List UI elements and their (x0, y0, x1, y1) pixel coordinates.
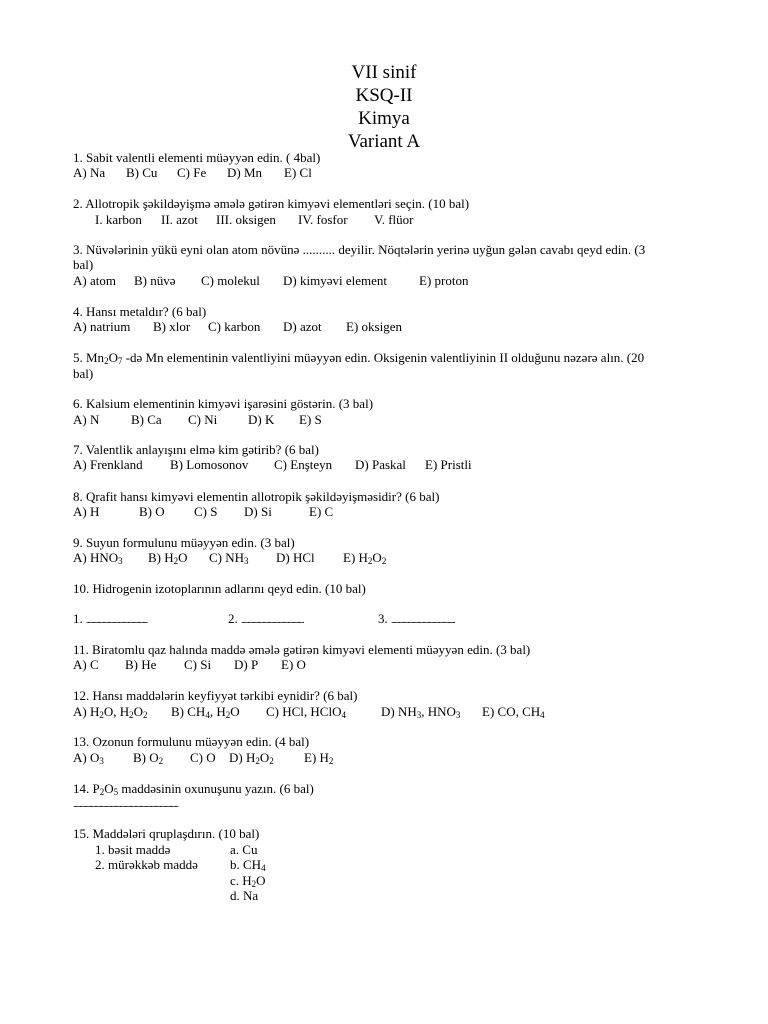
question-8-options (73, 504, 333, 520)
option: A) H (73, 504, 100, 519)
option: B) Cu (126, 165, 158, 180)
question-9-options (73, 550, 386, 566)
answer-blank-1[interactable]: 1. ................................................. (73, 611, 148, 626)
question-10: 10. Hidrogenin izotoplarının adlarını qeyd edin. (10 bal) (73, 581, 366, 596)
group-left-1: 1. bəsit maddə (95, 842, 171, 857)
option: B) Lomosonov (170, 457, 249, 472)
subject-title: Kimya (358, 108, 410, 129)
option: B) $H_2O$ (148, 550, 188, 566)
group-left-2: 2. mürəkkəb maddə (95, 857, 198, 872)
option: B) $CH_4$, $H_2O$ (171, 704, 240, 720)
question-15: 15. Maddələri qruplaşdırın. (10 bal) (73, 826, 260, 841)
question-4: 4. Hansı metaldır? (6 bal) (73, 304, 207, 319)
question-5-cont: bal) (73, 366, 94, 381)
option: A) $H_2O$, $H_2O_2$ (73, 704, 148, 720)
question-12-options (73, 704, 545, 720)
option: C) $NH_3$ (209, 550, 249, 566)
question-12: 12. Hansı maddələrin keyfiyyət tərkibi eynidir? (6 bal) (73, 688, 358, 703)
group-right-c: c. $H_2O$ (230, 873, 266, 889)
option: E) Cl (284, 165, 312, 180)
group-right-a: a. Cu (230, 842, 258, 857)
option: D) Paskal (355, 457, 406, 472)
answer-line-14[interactable]: .................................................................................... (73, 799, 178, 809)
option: D) Si (244, 504, 272, 519)
option: A) Na (73, 165, 106, 180)
option: E) Pristli (425, 457, 472, 472)
option: E) $H_2O_2$ (343, 550, 387, 566)
question-13-options (73, 750, 333, 766)
option: E) C (309, 504, 334, 519)
answer-blank-2[interactable]: 2. .................................................. (228, 611, 304, 626)
option: A) natrium (73, 319, 131, 334)
option: B) xlor (153, 319, 191, 334)
question-1-options (73, 165, 312, 181)
option: C) Si (184, 657, 212, 672)
question-6-options (73, 412, 322, 428)
option: V. flüor (374, 212, 414, 227)
question-10-blanks (73, 611, 455, 628)
option: C) HCl, HClO$_4$ (266, 704, 346, 720)
group-right-b: b. $CH_4$ (230, 857, 266, 873)
option: E) CO, $CH_4$ (482, 704, 545, 720)
question-2-options (95, 212, 413, 228)
option: B) O (139, 504, 165, 519)
question-3: 3. Nüvələrinin yükü eyni olan atom növünə .......... deyilir. Nöqtələrin yerinə uyğun gələn cavabı qeyd edin. (3 (73, 242, 646, 257)
question-5: 5. $Mn_2O_7$ -də Mn elementinin valentliyini müəyyən edin. Oksigenin valentliyinin II olduğunu nəzərə alın. (20 (73, 350, 645, 366)
option: C) Enşteyn (274, 457, 333, 472)
question-7-options (73, 457, 472, 473)
option: A) atom (73, 273, 116, 288)
option: D) K (248, 412, 275, 427)
option: D) Mn (227, 165, 263, 180)
option: E) $H_2$ (304, 750, 334, 766)
option: B) He (125, 657, 157, 672)
question-9: 9. Suyun formulunu müəyyən edin. (3 bal) (73, 535, 295, 550)
question-14: 14. $P_2O_5$ maddəsinin oxunuşunu yazın. (6 bal) (73, 781, 314, 797)
option: I. karbon (95, 212, 142, 227)
option: A) $O_3$ (73, 750, 104, 766)
answer-blank-3[interactable]: 3. ................................................... (378, 611, 455, 626)
option: C) Ni (188, 412, 218, 427)
option: D) kimyəvi element (283, 273, 387, 288)
option: B) nüvə (134, 273, 176, 288)
option: C) Fe (177, 165, 207, 180)
option: D) $H_2O_2$ (229, 750, 274, 766)
group-right-d: d. Na (230, 888, 259, 903)
question-2: 2. Allotropik şəkildəyişmə əmələ gətirən kimyəvi elementləri seçin. (10 bal) (73, 196, 470, 211)
option: A) $HNO_3$ (73, 550, 123, 566)
option: C) O (190, 750, 216, 765)
option: D) $NH_3$, $HNO_3$ (381, 704, 461, 720)
question-3-cont: bal) (73, 257, 94, 272)
option: E) S (299, 412, 322, 427)
test-title: KSQ-II (355, 85, 413, 106)
option: C) karbon (208, 319, 261, 334)
option: E) oksigen (346, 319, 402, 334)
option: II. azot (161, 212, 198, 227)
option: A) N (73, 412, 100, 427)
question-1: 1. Sabit valentli elementi müəyyən edin. ( 4bal) (73, 150, 321, 165)
option: D) azot (283, 319, 322, 334)
question-11-options (73, 657, 306, 673)
option: E) proton (419, 273, 469, 288)
option: A) Frenkland (73, 457, 143, 472)
option: E) O (281, 657, 306, 672)
option: IV. fosfor (298, 212, 348, 227)
question-4-options (73, 319, 402, 335)
question-8: 8. Qrafit hansı kimyəvi elementin allotropik şəkildəyişməsidir? (6 bal) (73, 489, 440, 504)
option: B) $O_2$ (133, 750, 164, 766)
variant-title: Variant A (347, 131, 421, 152)
option: D) HCl (276, 550, 315, 565)
question-7: 7. Valentlik anlayışını elmə kim gətirib? (6 bal) (73, 442, 319, 457)
option: III. oksigen (216, 212, 276, 227)
option: B) Ca (131, 412, 162, 427)
option: A) C (73, 657, 99, 672)
question-3-options (73, 273, 468, 289)
option: C) molekul (201, 273, 260, 288)
option: C) S (194, 504, 218, 519)
question-13: 13. Ozonun formulunu müəyyən edin. (4 bal) (73, 734, 310, 749)
question-11: 11. Biratomlu qaz halında maddə əmələ gətirən kimyəvi elementi müəyyən edin. (3 bal) (73, 642, 531, 657)
grade-title: VII sinif (351, 62, 417, 83)
option: D) P (234, 657, 259, 672)
question-6: 6. Kalsium elementinin kimyəvi işarəsini göstərin. (3 bal) (73, 396, 374, 411)
